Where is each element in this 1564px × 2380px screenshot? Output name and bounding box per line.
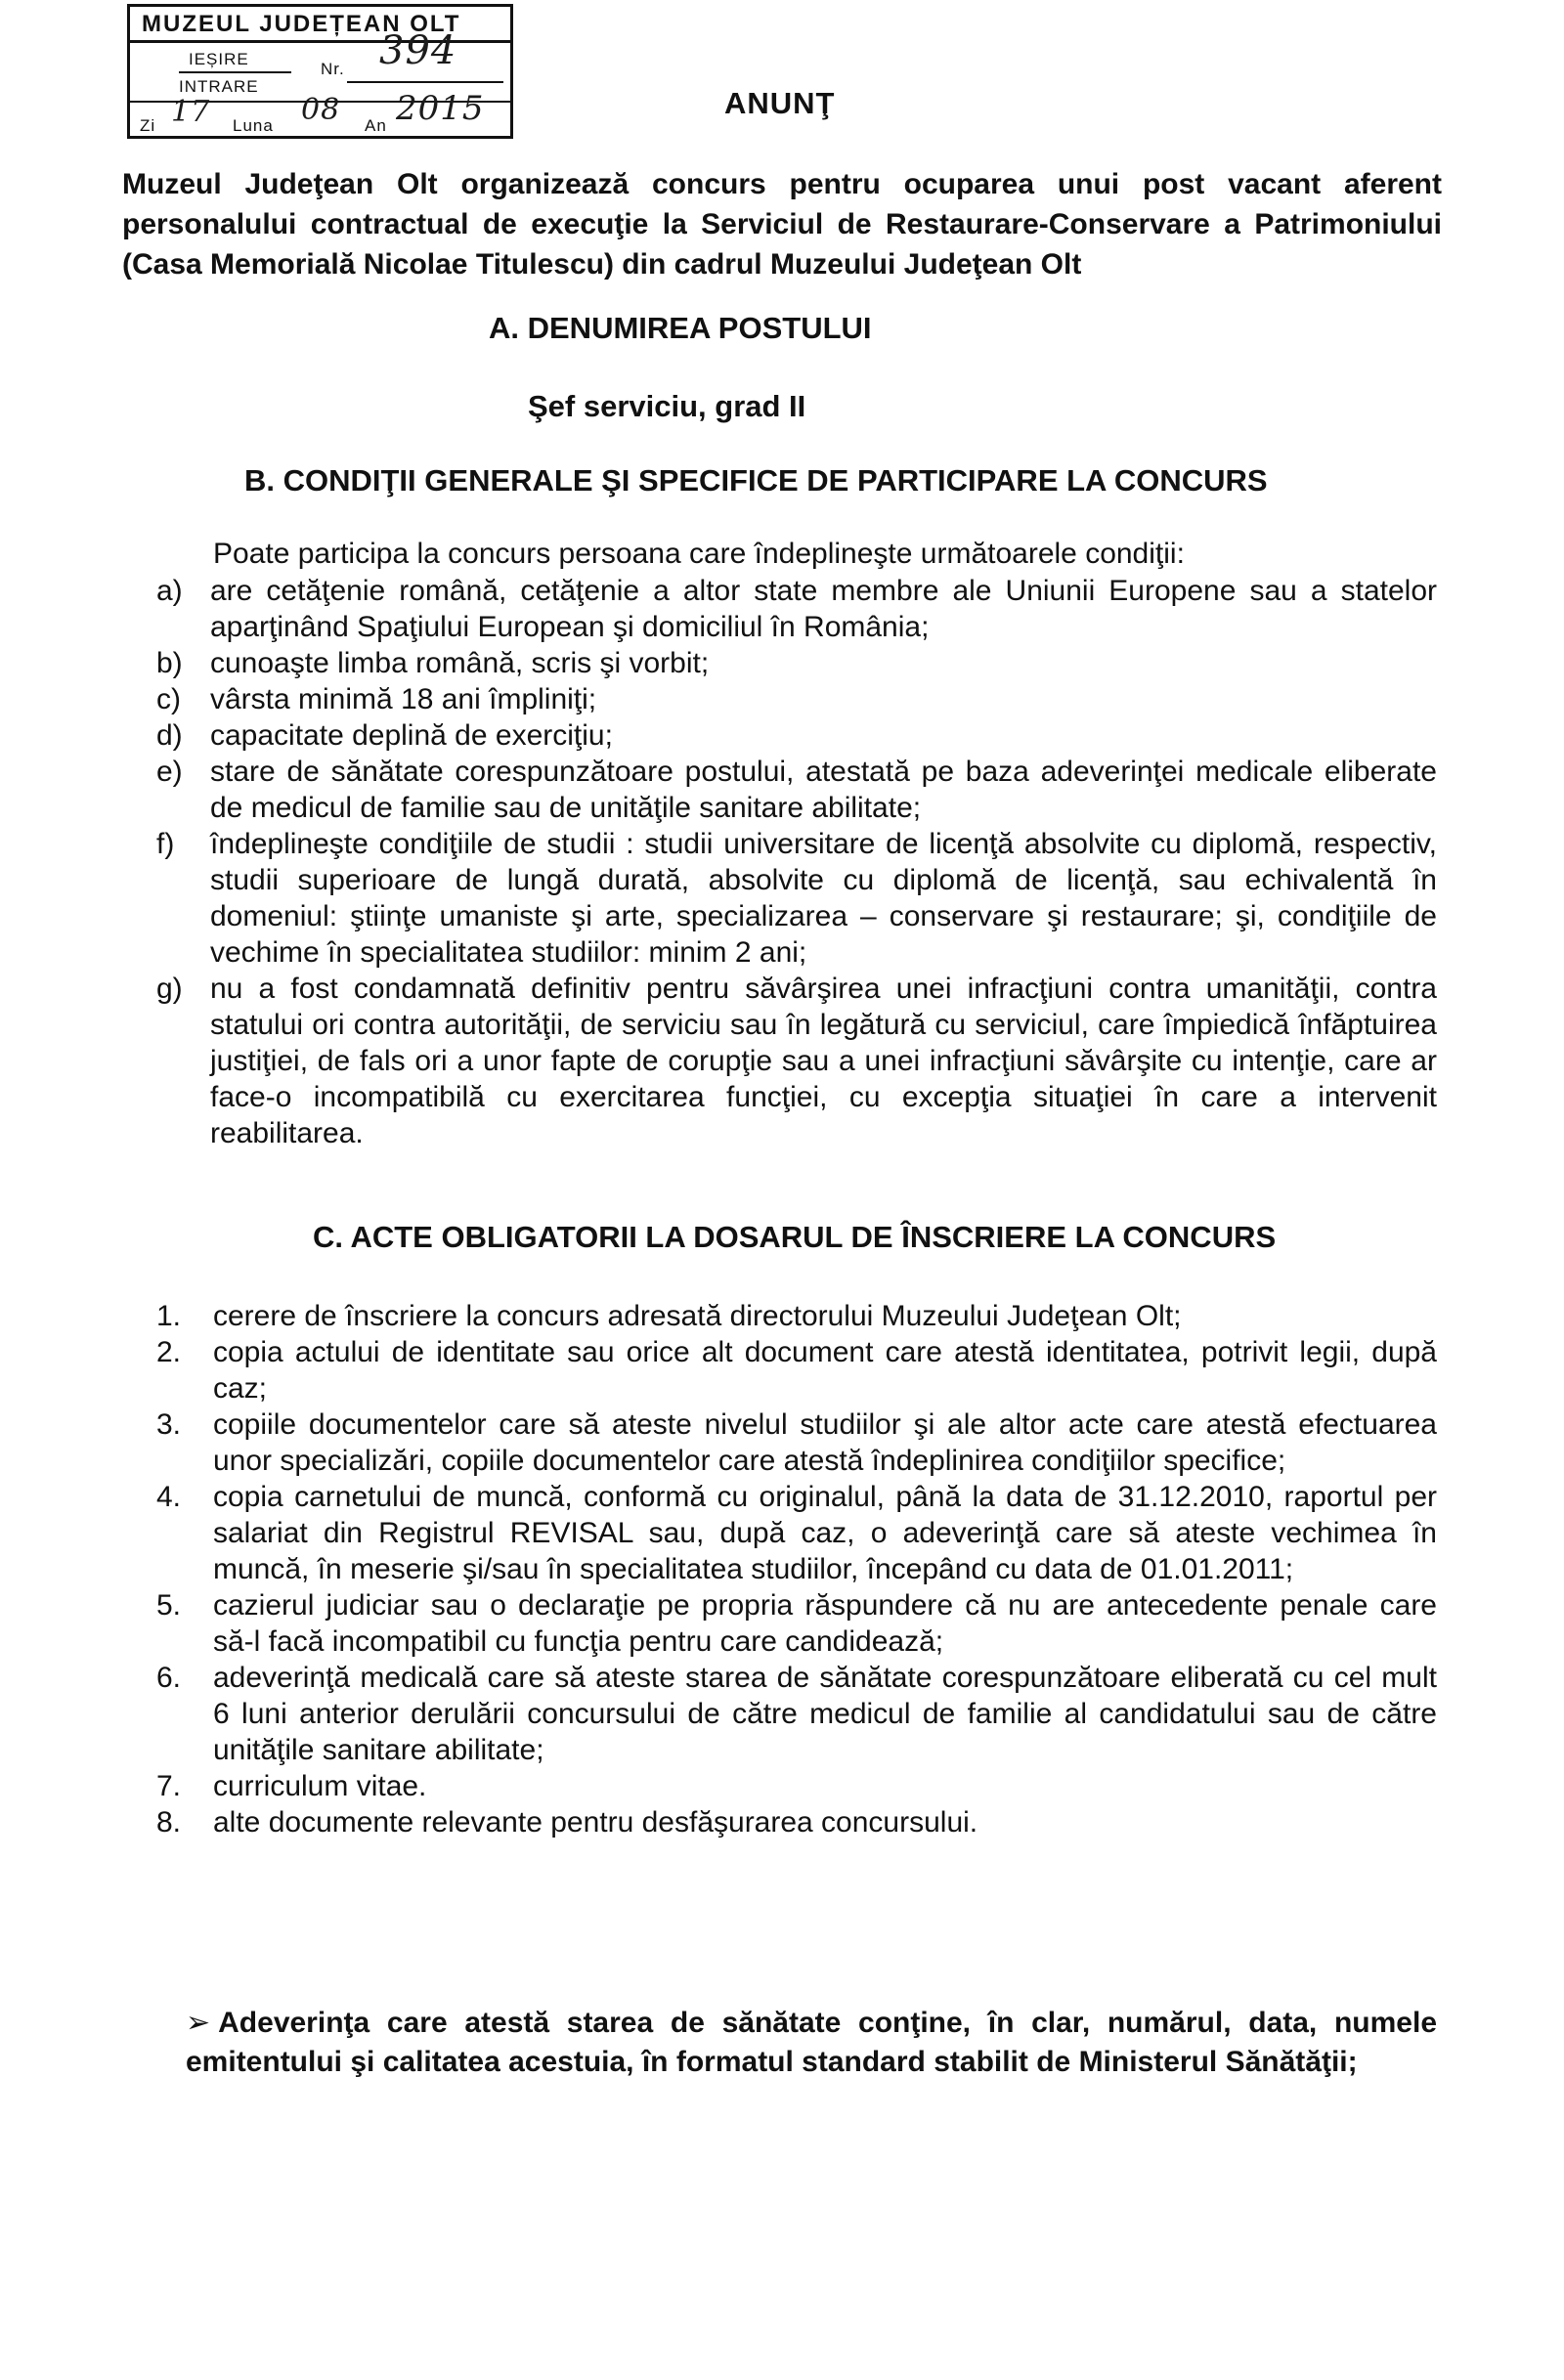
list-item <box>156 1479 1437 1587</box>
list-item-text: cunoaşte limba română, scris şi vorbit; <box>210 647 710 679</box>
stamp-zi-value: 17 <box>171 95 211 129</box>
list-marker: a) <box>156 575 183 607</box>
list-item <box>156 645 1437 681</box>
list-item-text: îndeplineşte condiţiile de studii : studii universitare de licenţă absolvite cu diplomă, respectiv, studii superioare de lungă durată, absolvite cu diplomă de licenţă, sau echivalentă în domeniul: ştiinţe umaniste şi arte, specializarea – conservare şi restaurare; şi, condiţiile de vechime în specialitatea studiilor: minim 2 ani; <box>210 828 1437 969</box>
list-item <box>156 1298 1437 1334</box>
list-item <box>156 1768 1437 1804</box>
stamp-iesire-label: IEȘIRE <box>189 50 249 68</box>
document-title: ANUNŢ <box>724 86 836 120</box>
stamp-museum-name: MUZEUL JUDEȚEAN OLT <box>142 11 461 37</box>
list-item <box>156 1804 1437 1840</box>
stamp-luna-value: 08 <box>301 93 341 127</box>
list-item-text: are cetăţenie română, cetăţenie a altor state membre ale Uniunii Europene sau a statelor aparţinând Spaţiului European şi domiciliul în România; <box>210 575 1437 643</box>
list-marker: 7. <box>156 1770 182 1802</box>
stamp-intrare-label: INTRARE <box>179 77 259 96</box>
stamp-zi-label: Zi <box>140 116 156 135</box>
section-b-lead: Poate participa la concurs persoana care îndeplineşte următoarele condiţii: <box>213 538 1185 570</box>
position-title: Şef serviciu, grad II <box>528 389 806 423</box>
list-item <box>156 826 1437 971</box>
list-item-text: cerere de înscriere la concurs adresată directorului Muzeului Judeţean Olt; <box>213 1300 1182 1332</box>
list-item <box>156 1660 1437 1768</box>
list-item <box>156 754 1437 826</box>
stamp-luna-label: Luna <box>233 116 274 135</box>
list-marker: c) <box>156 683 181 715</box>
list-item-text: stare de sănătate corespunzătoare postului, atestată pe baza adeverinţei medicale eliberate de medicul de familie sau de unităţile sanitare abilitate; <box>210 756 1437 824</box>
stamp-nr-value: 394 <box>379 28 457 73</box>
list-item-text: vârsta minimă 18 ani împliniţi; <box>210 683 597 715</box>
list-item <box>156 1406 1437 1479</box>
list-marker: 8. <box>156 1806 182 1839</box>
list-marker: 5. <box>156 1589 182 1622</box>
list-item-text: curriculum vitae. <box>213 1770 427 1802</box>
list-marker: g) <box>156 973 183 1005</box>
list-marker: 3. <box>156 1408 182 1441</box>
registration-stamp <box>127 4 513 139</box>
intro-paragraph: Muzeul Judeţean Olt organizează concurs pentru ocuparea unui post vacant aferent personalului contractual de execuţie la Serviciul de Restaurare-Conservare a Patrimoniului (Casa Memorială Nicolae Titulescu) din cadrul Muzeului Judeţean Olt <box>122 168 1442 281</box>
list-item-text: copiile documentelor care să ateste nivelul studiilor şi ale altor acte care atestă efectuarea unor specializări, copiile documentelor care atestă îndeplinirea condiţiilor specifice; <box>213 1408 1437 1477</box>
section-c-heading: C. ACTE OBLIGATORII LA DOSARUL DE ÎNSCRIERE LA CONCURS <box>313 1220 1277 1254</box>
list-marker: 1. <box>156 1300 182 1332</box>
health-certificate-note <box>186 2004 1437 2082</box>
stamp-nr-line <box>347 81 503 83</box>
list-marker: 2. <box>156 1336 182 1368</box>
list-marker: 4. <box>156 1481 182 1513</box>
list-item <box>156 681 1437 717</box>
list-marker: 6. <box>156 1662 182 1694</box>
list-item-text: copia actului de identitate sau orice alt document care atestă identitatea, potrivit legii, după caz; <box>213 1336 1437 1405</box>
list-marker: e) <box>156 756 183 788</box>
section-a-heading: A. DENUMIREA POSTULUI <box>489 311 872 345</box>
list-marker: b) <box>156 647 183 679</box>
arrow-bullet-icon: ➢ <box>186 2007 211 2039</box>
list-item-text: capacitate deplină de exerciţiu; <box>210 719 613 752</box>
list-item <box>156 971 1437 1151</box>
stamp-an-value: 2015 <box>396 89 485 128</box>
section-b-heading: B. CONDIŢII GENERALE ŞI SPECIFICE DE PARTICIPARE LA CONCURS <box>244 463 1268 498</box>
list-item <box>156 573 1437 645</box>
list-item-text: nu a fost condamnată definitiv pentru săvârşirea unei infracţiuni contra umanităţii, contra statului ori contra autorităţii, de serviciu sau în legătură cu serviciul, care împiedică înfăptuirea justiţiei, de fals ori a unor fapte de corupţie sau a unei infracţiuni săvârşite cu intenţie, care ar face-o incompatibilă cu exercitarea funcţiei, cu excepţia situaţiei în care a intervenit reabilitarea. <box>210 973 1437 1149</box>
list-item-text: alte documente relevante pentru desfăşurarea concursului. <box>213 1806 978 1839</box>
stamp-an-label: An <box>365 116 387 135</box>
list-item <box>156 717 1437 754</box>
list-item-text: copia carnetului de muncă, conformă cu originalul, până la data de 31.12.2010, raportul per salariat din Registrul REVISAL sau, după caz, o adeverinţă care să ateste vechimea în muncă, în meserie şi/sau în specialitatea studiilor, începând cu data de 01.01.2011; <box>213 1481 1437 1585</box>
stamp-nr-label: Nr. <box>321 60 345 78</box>
stamp-iesire-line <box>179 71 291 73</box>
list-item <box>156 1334 1437 1406</box>
list-item <box>156 1587 1437 1660</box>
note-text: Adeverinţa care atestă starea de sănătate conţine, în clar, numărul, data, numele emitentului şi calitatea acestuia, în formatul standard stabilit de Ministerul Sănătăţii; <box>186 2007 1437 2078</box>
list-item-text: adeverinţă medicală care să ateste starea de sănătate corespunzătoare eliberată cu cel mult 6 luni anterior derulării concursului de către medicul de familie al candidatului sau de către unităţile sanitare abilitate; <box>213 1662 1437 1766</box>
list-marker: d) <box>156 719 183 752</box>
list-marker: f) <box>156 828 175 860</box>
list-item-text: cazierul judiciar sau o declaraţie pe propria răspundere că nu are antecedente penale care să-l facă incompatibil cu funcţia pentru care candidează; <box>213 1589 1437 1658</box>
documents-list <box>156 1298 1437 1840</box>
conditions-list <box>156 573 1437 1151</box>
